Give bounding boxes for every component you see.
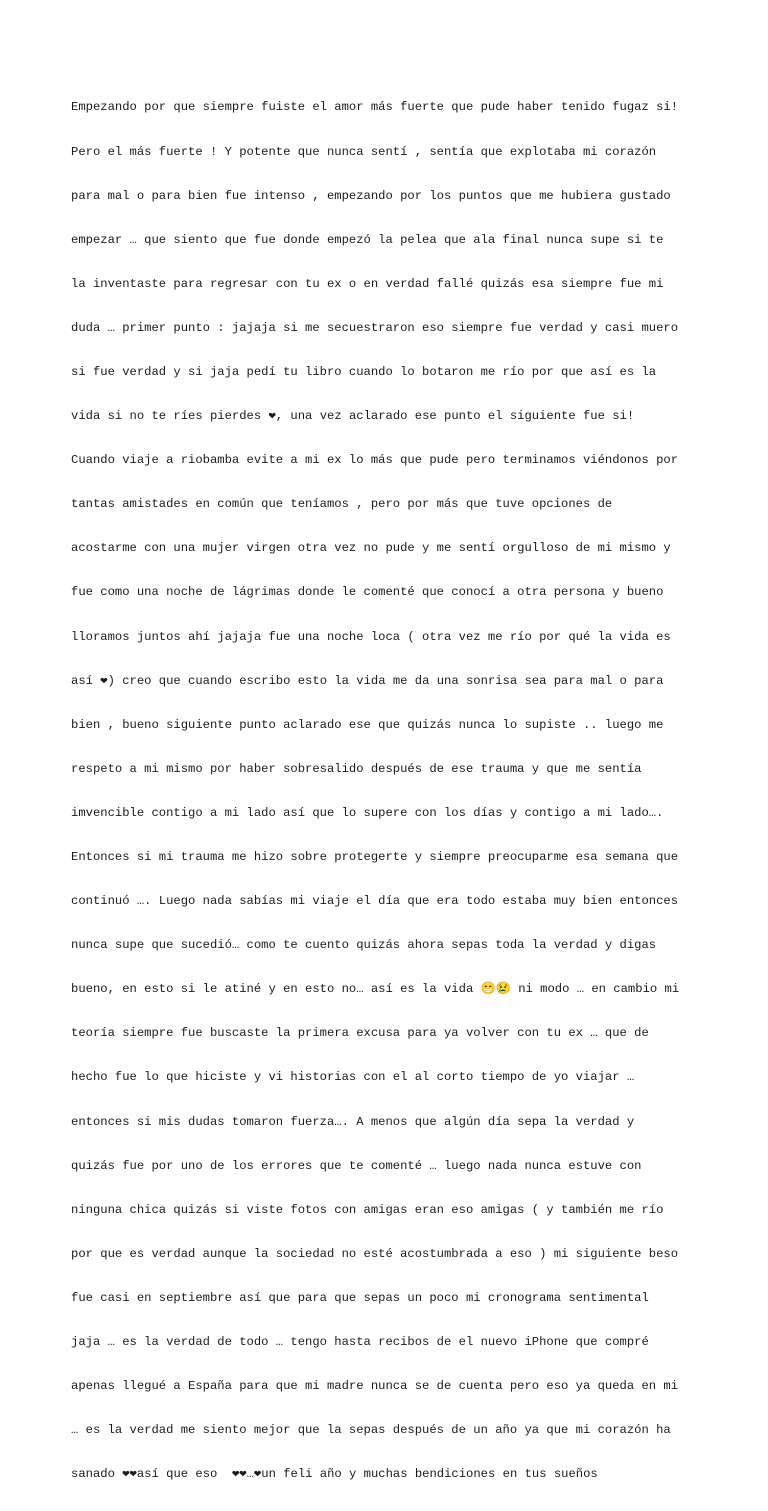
text-line-16: respeto a mi mismo por haber sobresalido después de ese trauma y que me sentía [71,761,642,776]
text-line-14: así ❤) creo que cuando escribo esto la vida me da una sonrisa sea para mal o para [71,673,664,688]
text-line-19: continuó …. Luego nada sabías mi viaje el día que era todo estaba muy bien entonces [71,894,679,909]
text-line-25: quizás fue por uno de los errores que te comenté … luego nada nunca estuve con [71,1158,642,1173]
text-line-28: fue casi en septiembre así que para que sepas un poco mi cronograma sentimental [71,1290,649,1305]
text-line-18: Entonces si mi trauma me hizo sobre protegerte y siempre preocuparme esa semana que [71,850,679,864]
text-line-7: si fue verdad y si jaja pedí tu libro cuando lo botaron me río por que así es la [71,364,657,379]
text-line-20: nunca supe que sucedió… como te cuento quizás ahora sepas toda la verdad y digas [71,938,657,953]
text-line-23: hecho fue lo que hiciste y vi historias con el al corto tiempo de yo viajar … [71,1070,635,1085]
text-line-24: entonces si mis dudas tomaron fuerza…. A menos que algún día sepa la verdad y [71,1114,635,1129]
text-line-11: acostarme con una mujer virgen otra vez no pude y me sentí orgulloso de mi mismo y [71,541,671,556]
text-line-22: teoría siempre fue buscaste la primera excusa para ya volver con tu ex … que de [71,1026,649,1041]
text-line-29: jaja … es la verdad de todo … tengo hasta recibos de el nuevo iPhone que compré [71,1335,649,1350]
text-line-3: para mal o para bien fue intenso , empezando por los puntos que me hubiera gustado [71,188,671,203]
text-line-13: lloramos juntos ahí jajaja fue una noche loca ( otra vez me río por qué la vida es [71,629,671,644]
text-line-27: por que es verdad aunque la sociedad no esté acostumbrada a eso ) mi siguiente beso [71,1246,679,1261]
text-line-2: Pero el más fuerte ! Y potente que nunca sentí , sentía que explotaba mi corazón [71,144,657,159]
text-line-12: fue como una noche de lágrimas donde le comenté que conocí a otra persona y bueno [71,585,664,600]
text-line-4: empezar … que siento que fue donde empezó la pelea que ala final nunca supe si te [71,232,664,247]
text-line-9: Cuando viaje a riobamba evite a mi ex lo más que pude pero terminamos viéndonos por [71,453,679,468]
text-line-5: la inventaste para regresar con tu ex o en verdad fallé quizás esa siempre fue mi [71,276,664,291]
text-line-1: Empezando por que siempre fuiste el amor más fuerte que pude haber tenido fugaz si! [71,100,679,115]
text-line-26: ninguna chica quizás si viste fotos con amigas eran eso amigas ( y también me río [71,1202,664,1217]
text-line-21: bueno, en esto si le atiné y en esto no… así es la vida 😁😢 ni modo … en cambio mi [71,982,680,997]
text-line-8: vida si no te ríes pierdes ❤, una vez aclarado ese punto el siguiente fue si! [71,409,635,424]
text-line-15: bien , bueno siguiente punto aclarado ese que quizás nunca lo supiste .. luego me [71,717,664,732]
text-line-17: imvencible contigo a mi lado así que lo supere con los días y contigo a mi lado…. [71,805,664,820]
text-line-6: duda … primer punto : jajaja si me secuestraron eso siempre fue verdad y casi muero [71,320,679,335]
text-line-31: … es la verdad me siento mejor que la sepas después de un año ya que mi corazón ha [71,1423,671,1438]
text-line-10: tantas amistades en común que teníamos , pero por más que tuve opciones de [71,497,613,512]
text-line-30: apenas llegué a España para que mi madre nunca se de cuenta pero eso ya queda en mi [71,1379,679,1394]
text-line-32: sanado ❤❤así que eso ❤❤…❤un feli año y muchas bendiciones en tus sueños [71,1467,598,1482]
document-body-text [71,71,711,1511]
